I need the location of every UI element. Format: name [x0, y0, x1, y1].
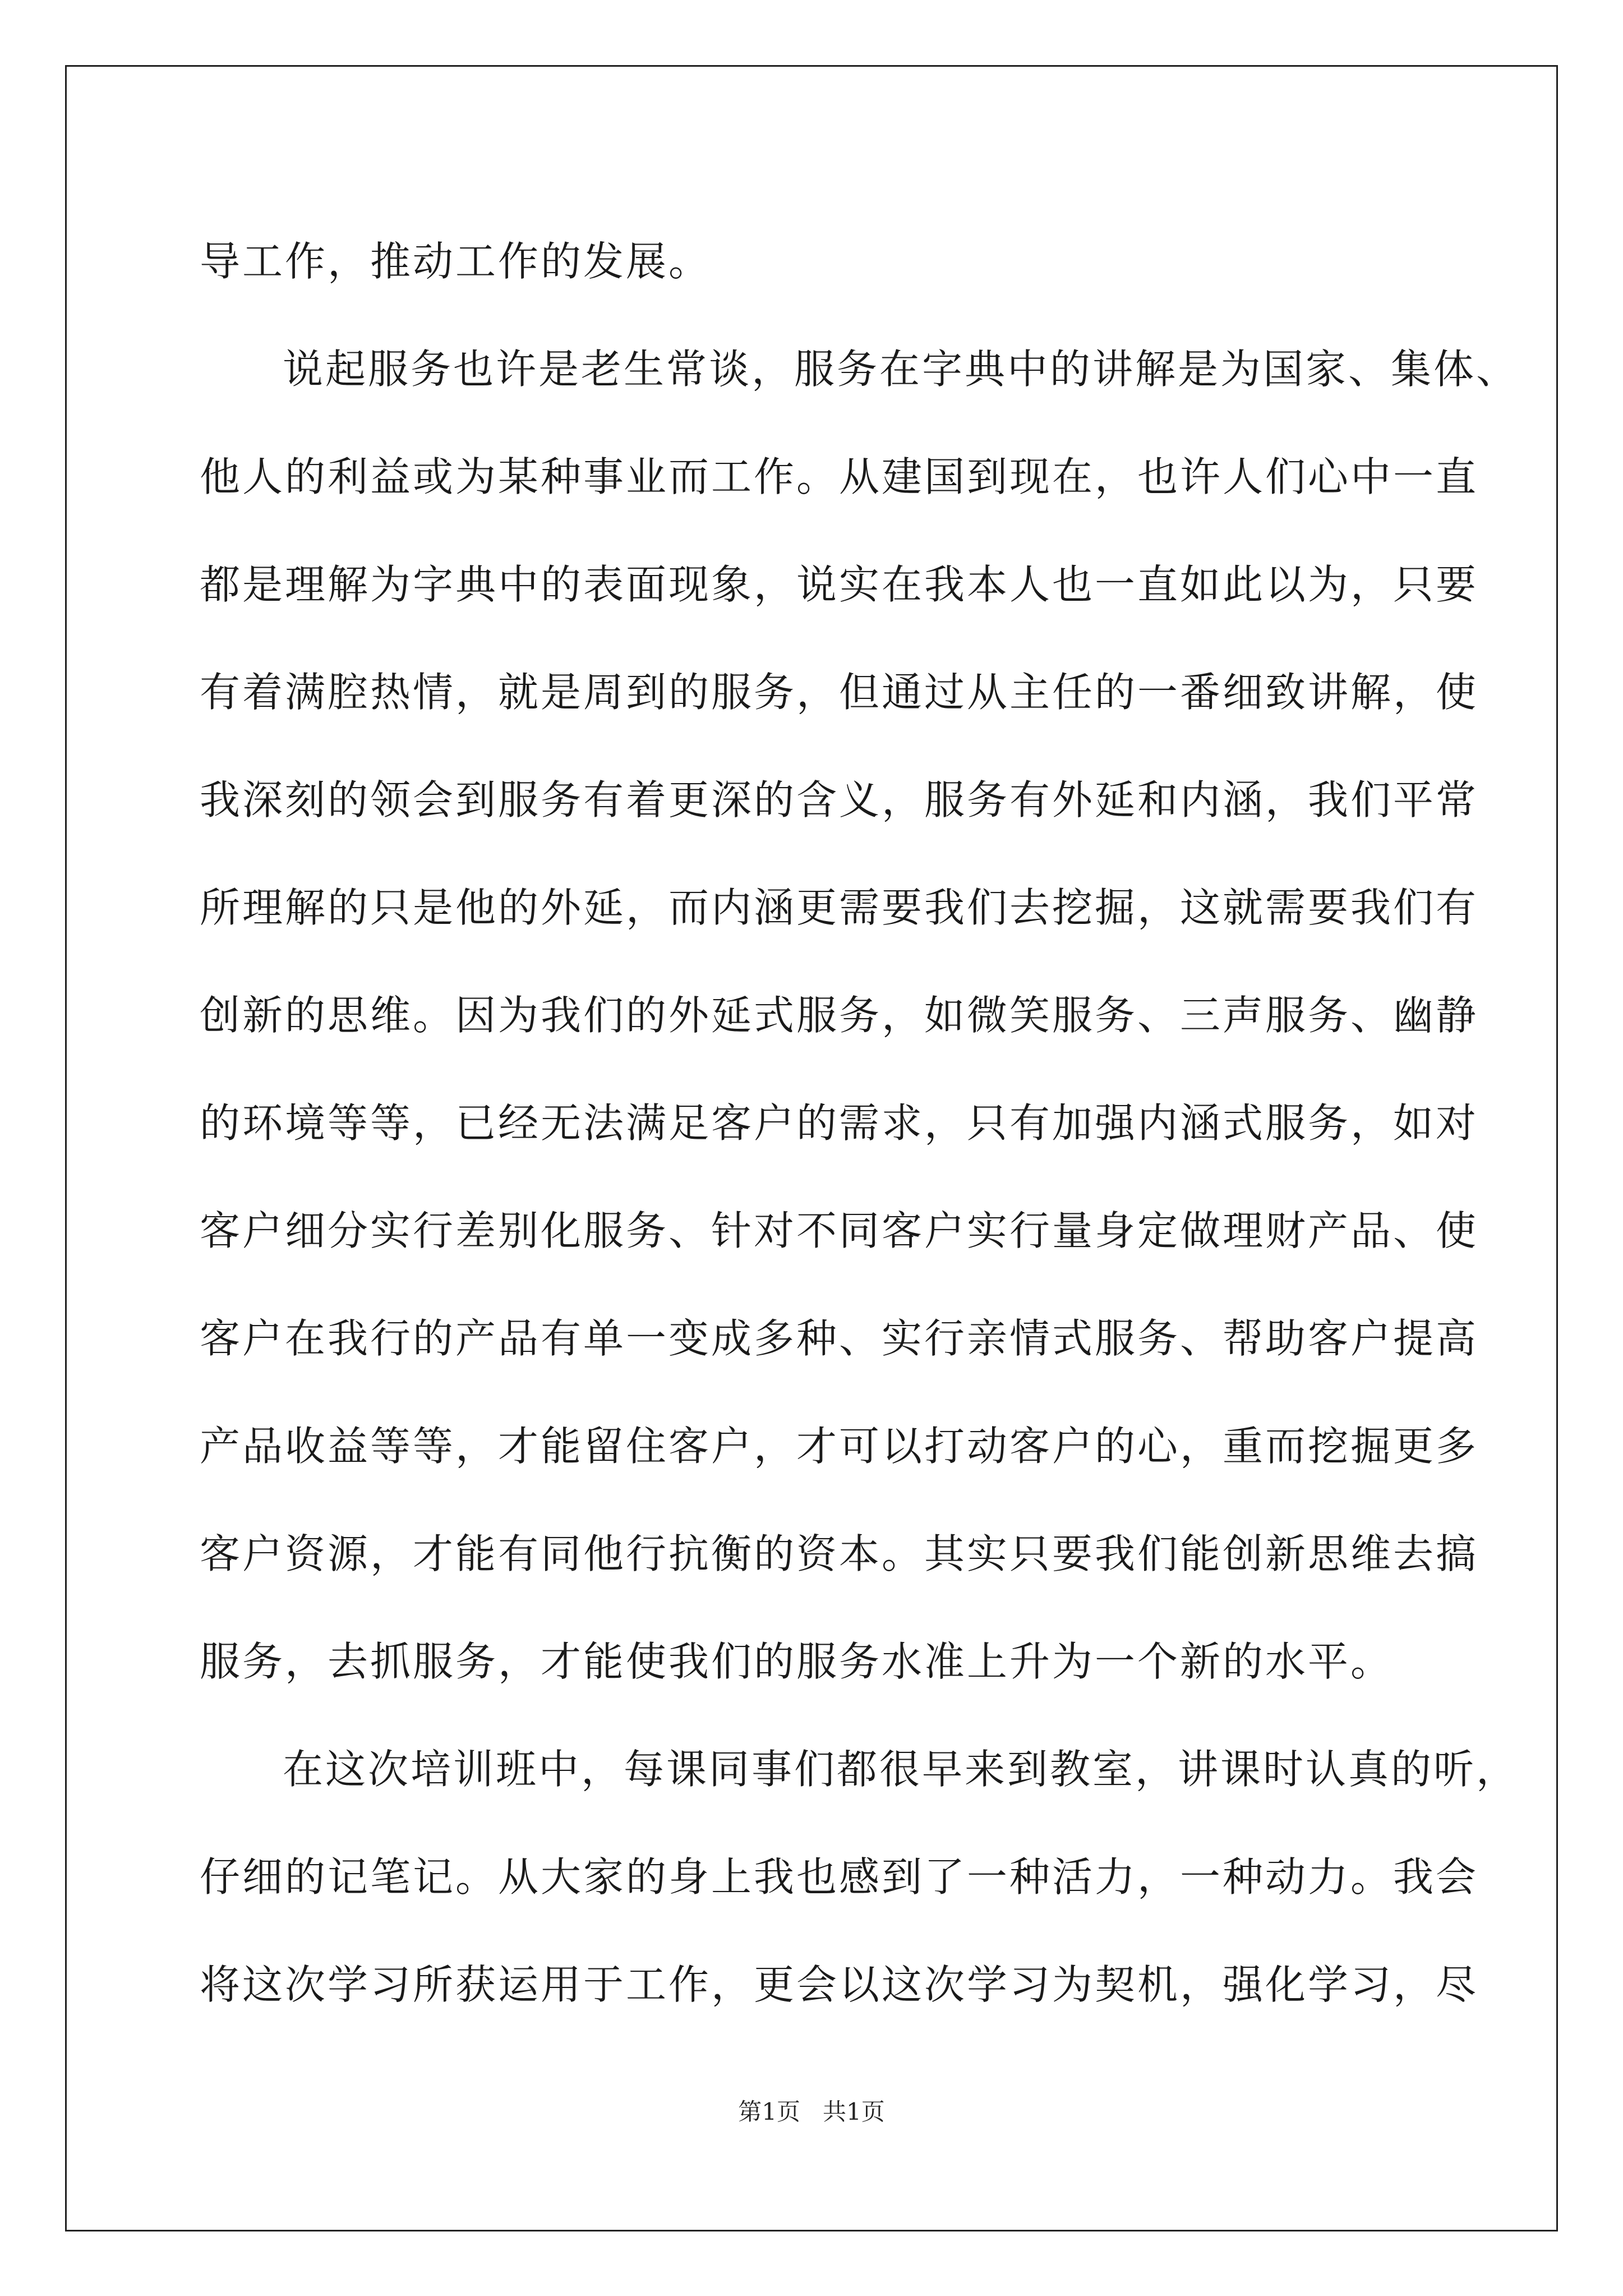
text-line: 客户细分实行差别化服务、针对不同客户实行量身定做理财产品、使 — [200, 1207, 1479, 1254]
text-line: 都是理解为字典中的表面现象，说实在我本人也一直如此以为，只要 — [200, 561, 1479, 608]
text-line: 说起服务也许是老生常谈，服务在字典中的讲解是为国家、集体、 — [283, 346, 1519, 393]
text-line: 有着满腔热情，就是周到的服务，但通过从主任的一番细致讲解，使 — [200, 669, 1479, 716]
text-line: 创新的思维。因为我们的外延式服务，如微笑服务、三声服务、幽静 — [200, 992, 1479, 1039]
text-line: 客户资源，才能有同他行抗衡的资本。其实只要我们能创新思维去搞 — [200, 1530, 1479, 1577]
text-line: 所理解的只是他的外延，而内涵更需要我们去挖掘，这就需要我们有 — [200, 884, 1479, 931]
text-line: 将这次学习所获运用于工作，更会以这次学习为契机，强化学习，尽 — [200, 1961, 1479, 2008]
text-line: 导工作，推动工作的发展。 — [200, 238, 712, 285]
document-body — [200, 208, 1519, 2039]
text-line: 他人的利益或为某种事业而工作。从建国到现在，也许人们心中一直 — [200, 453, 1479, 500]
text-line: 产品收益等等，才能留住客户，才可以打动客户的心，重而挖掘更多 — [200, 1423, 1479, 1470]
text-line: 客户在我行的产品有单一变成多种、实行亲情式服务、帮助客户提高 — [200, 1315, 1479, 1362]
text-line: 仔细的记笔记。从大家的身上我也感到了一种活力，一种动力。我会 — [200, 1853, 1479, 1901]
text-line: 服务，去抓服务，才能使我们的服务水准上升为一个新的水平。 — [200, 1638, 1394, 1685]
text-line: 的环境等等，已经无法满足客户的需求，只有加强内涵式服务，如对 — [200, 1099, 1479, 1147]
text-line: 在这次培训班中，每课同事们都很早来到教室，讲课时认真的听， — [283, 1746, 1519, 1793]
page-footer: 第1页 共1页 — [738, 2098, 885, 2125]
text-line: 我深刻的领会到服务有着更深的含义，服务有外延和内涵，我们平常 — [200, 776, 1479, 823]
